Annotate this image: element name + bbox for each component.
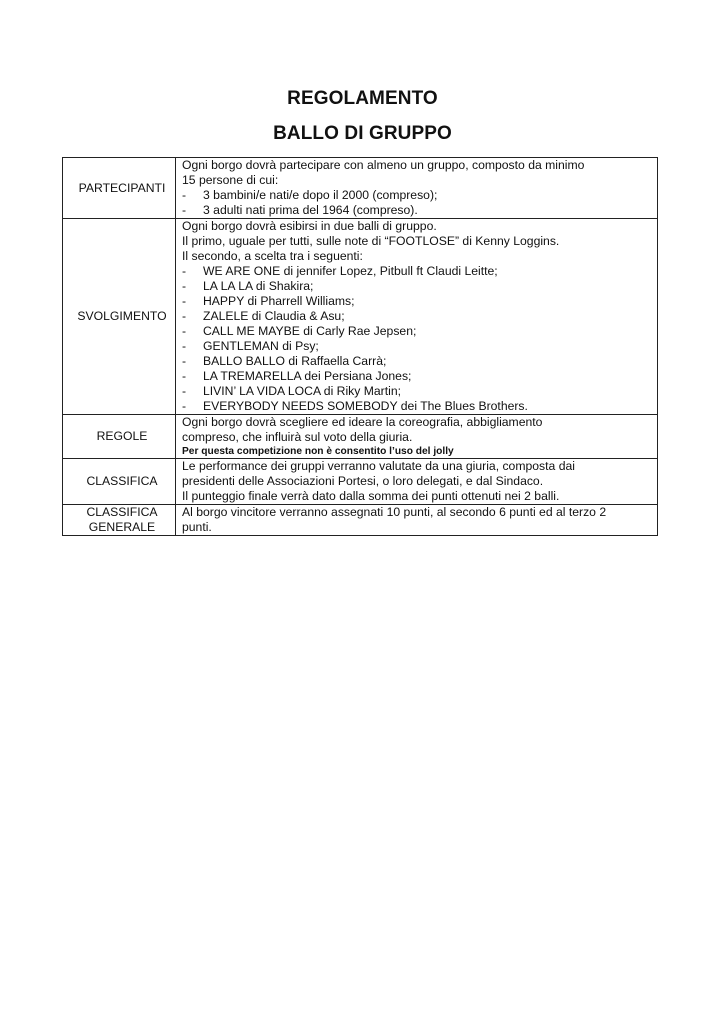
list-item-text: BALLO BALLO di Raffaella Carrà; <box>203 354 387 368</box>
document-title: REGOLAMENTO <box>287 88 438 109</box>
text-line: Ogni borgo dovrà esibirsi in due balli di gruppo. <box>182 219 437 233</box>
row-classifica-generale <box>63 505 658 536</box>
list-item-text: LIVIN’ LA VIDA LOCA di Riky Martin; <box>203 384 402 398</box>
text-line: Al borgo vincitore verranno assegnati 10 punti, al secondo 6 punti ed al terzo 2 <box>182 505 607 519</box>
list-item-text: LA LA LA di Shakira; <box>203 279 314 293</box>
label-classifica: CLASSIFICA <box>63 459 176 505</box>
list-item: - 3 bambini/e nati/e dopo il 2000 (compreso); <box>182 188 438 202</box>
text-line: Ogni borgo dovrà partecipare con almeno un gruppo, composto da minimo <box>182 158 585 172</box>
content-classifica-generale <box>176 505 658 536</box>
text-line: Ogni borgo dovrà scegliere ed ideare la coreografia, abbigliamento <box>182 415 543 429</box>
content-partecipanti <box>176 158 658 219</box>
row-svolgimento <box>63 219 658 415</box>
list-item: - HAPPY di Pharrell Williams; <box>182 294 355 308</box>
list-item-text: EVERYBODY NEEDS SOMEBODY dei The Blues Brothers. <box>203 399 528 413</box>
label-line: GENERALE <box>88 520 156 534</box>
label-line: CLASSIFICA <box>86 505 158 519</box>
document-subtitle: BALLO DI GRUPPO <box>273 123 452 144</box>
label-svolgimento: SVOLGIMENTO <box>63 219 176 415</box>
list-item: - LIVIN’ LA VIDA LOCA di Riky Martin; <box>182 384 402 398</box>
row-classifica <box>63 459 658 505</box>
rules-table <box>62 157 658 536</box>
label-classifica-generale <box>63 505 176 536</box>
list-item-text: CALL ME MAYBE di Carly Rae Jepsen; <box>203 324 417 338</box>
content-classifica <box>176 459 658 505</box>
text-line: presidenti delle Associazioni Portesi, o loro delegati, e dal Sindaco. <box>182 474 544 488</box>
list-item-text: GENTLEMAN di Psy; <box>203 339 319 353</box>
list-item: - CALL ME MAYBE di Carly Rae Jepsen; <box>182 324 417 338</box>
row-regole <box>63 415 658 459</box>
list-item: - BALLO BALLO di Raffaella Carrà; <box>182 354 387 368</box>
text-line: 15 persone di cui: <box>182 173 279 187</box>
list-item-text: ZALELE di Claudia & Asu; <box>203 309 345 323</box>
list-item: - GENTLEMAN di Psy; <box>182 339 319 353</box>
list-item: - WE ARE ONE di jennifer Lopez, Pitbull ft Claudi Leitte; <box>182 264 498 278</box>
text-line: Il secondo, a scelta tra i seguenti: <box>182 249 363 263</box>
list-item: - EVERYBODY NEEDS SOMEBODY dei The Blues Brothers. <box>182 399 528 413</box>
list-item-text: LA TREMARELLA dei Persiana Jones; <box>203 369 412 383</box>
list-item: - 3 adulti nati prima del 1964 (compreso). <box>182 203 418 217</box>
label-partecipanti: PARTECIPANTI <box>63 158 176 219</box>
list-item: - LA TREMARELLA dei Persiana Jones; <box>182 369 412 383</box>
list-item-text: WE ARE ONE di jennifer Lopez, Pitbull ft Claudi Leitte; <box>203 264 498 278</box>
text-line: Il punteggio finale verrà dato dalla somma dei punti ottenuti nei 2 balli. <box>182 489 560 503</box>
content-regole <box>176 415 658 459</box>
content-svolgimento <box>176 219 658 415</box>
row-partecipanti <box>63 158 658 219</box>
label-regole: REGOLE <box>63 415 176 459</box>
text-line: punti. <box>182 520 212 534</box>
list-item: - ZALELE di Claudia & Asu; <box>182 309 345 323</box>
list-item-text: HAPPY di Pharrell Williams; <box>203 294 355 308</box>
list-item: - LA LA LA di Shakira; <box>182 279 314 293</box>
list-item-text: 3 bambini/e nati/e dopo il 2000 (compreso); <box>203 188 438 202</box>
jolly-note: Per questa competizione non è consentito l’uso del jolly <box>182 446 454 457</box>
text-line: compreso, che influirà sul voto della giuria. <box>182 430 413 444</box>
text-line: Le performance dei gruppi verranno valutate da una giuria, composta dai <box>182 459 575 473</box>
text-line: Il primo, uguale per tutti, sulle note di “FOOTLOSE” di Kenny Loggins. <box>182 234 560 248</box>
list-item-text: 3 adulti nati prima del 1964 (compreso). <box>203 203 418 217</box>
